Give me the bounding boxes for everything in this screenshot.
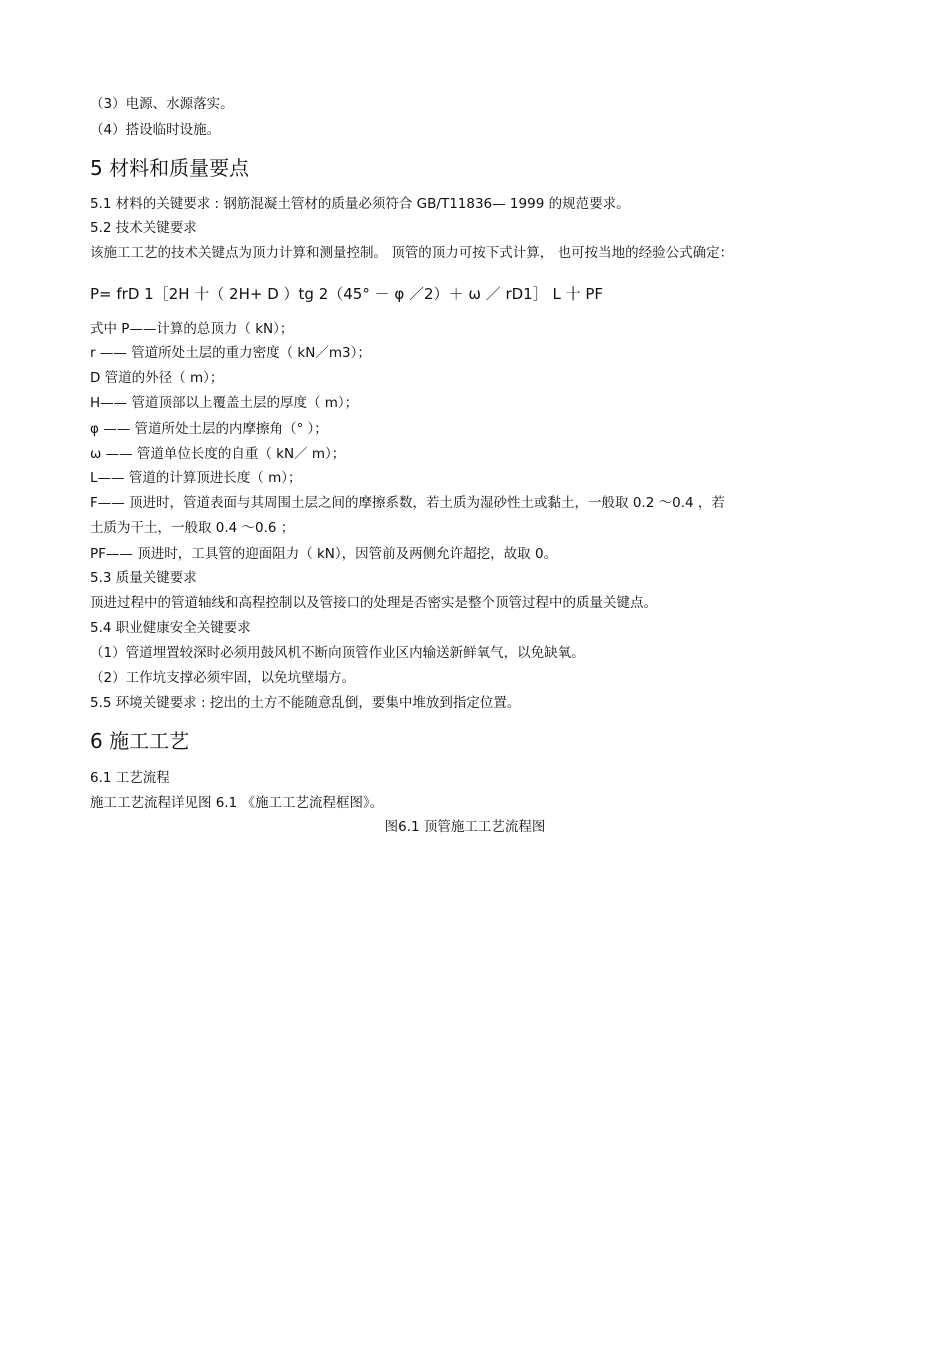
list-item-pit-support: （2）工作坑支撑必须牢固，以免坑壁塌方。 (90, 670, 356, 686)
definition-p: 式中 P——计算的总顶力（ kN）； (90, 321, 294, 337)
definition-l: L—— 管道的计算顶进长度（ m）； (90, 470, 302, 486)
paragraph-5-3: 顶进过程中的管道轴线和高程控制以及管接口的处理是否密实是整个顶管过程中的质量关键点。 (90, 595, 657, 611)
figure-caption: 图6.1 顶管施工工艺流程图 (384, 819, 546, 835)
definition-h: H—— 管道顶部以上覆盖土层的厚度（ m）； (90, 395, 359, 411)
subsection-5-3-heading: 5.3 质量关键要求 (90, 570, 197, 586)
subsection-5-4-heading: 5.4 职业健康安全关键要求 (90, 620, 251, 636)
jacking-force-formula: P= frD 1［2H 十（ 2H+ D ）tg 2（45° － φ ／2）＋ ω ／ rD1］ L 十 PF (90, 285, 604, 303)
list-item-temp-facilities: （4）搭设临时设施。 (90, 122, 221, 138)
section-heading-6: 6 施工工艺 (90, 729, 190, 753)
definition-f-line2: 土质为干土，一般取 0.4 ～0.6 ； (90, 520, 295, 536)
definition-phi: φ —— 管道所处土层的内摩擦角（° ）； (90, 421, 328, 437)
subsection-5-2-heading: 5.2 技术关键要求 (90, 220, 197, 236)
subsection-5-5: 5.5 环境关键要求 : 挖出的土方不能随意乱倒，要集中堆放到指定位置。 (90, 695, 521, 711)
list-item-ventilation: （1）管道埋置较深时必须用鼓风机不断向顶管作业区内输送新鲜氧气，以免缺氧。 (90, 645, 585, 661)
definition-r: r —— 管道所处土层的重力密度（ kN／m3）； (90, 345, 371, 361)
definition-f-line1: F—— 顶进时，管道表面与其周围土层之间的摩擦系数，若土质为湿砂性土或黏土，一般取 0.2 ～0.4 ，若 (90, 495, 725, 511)
definition-d: D 管道的外径（ m）； (90, 370, 224, 386)
definition-omega: ω —— 管道单位长度的自重（ kN／ m）； (90, 446, 346, 462)
paragraph-5-2: 该施工工艺的技术关键点为顶力计算和测量控制。 顶管的顶力可按下式计算， 也可按当地的经验公式确定： (90, 245, 734, 261)
list-item-power-water: （3）电源、水源落实。 (90, 96, 234, 112)
subsection-6-1-heading: 6.1 工艺流程 (90, 770, 170, 786)
section-heading-5: 5 材料和质量要点 (90, 156, 250, 180)
subsection-5-1: 5.1 材料的关键要求 : 钢筋混凝土管材的质量必须符合 GB/T11836— 1999 的规范要求。 (90, 196, 630, 212)
paragraph-6-1: 施工工艺流程详见图 6.1 《施工工艺流程框图》。 (90, 795, 384, 811)
definition-pf: PF—— 顶进时，工具管的迎面阻力（ kN），因管前及两侧允许超挖，故取 0。 (90, 546, 558, 562)
